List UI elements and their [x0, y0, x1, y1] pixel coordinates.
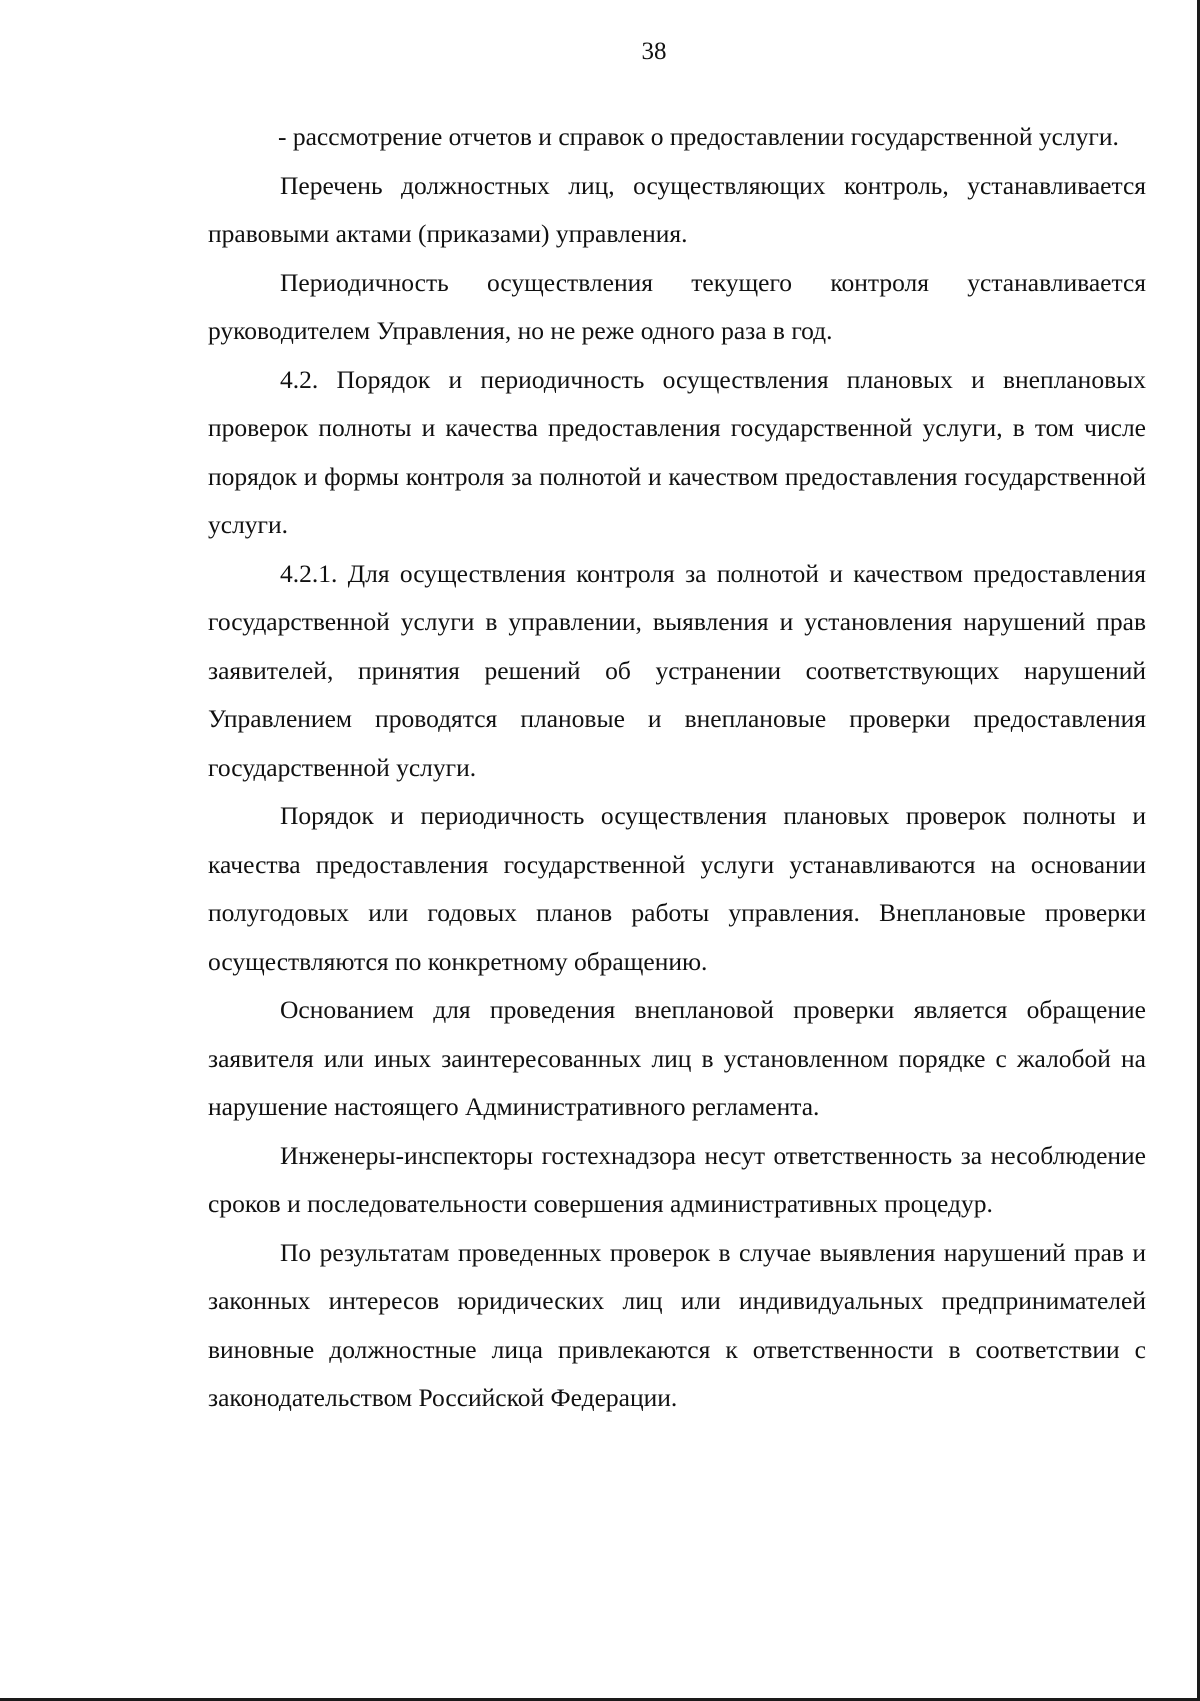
paragraph-officials-list: Перечень должностных лиц, осуществляющих контроль, устанавливается правовыми актами (приказами) управления.	[208, 170, 1146, 248]
paragraph-unplanned-inspection-grounds: Основанием для проведения внеплановой проверки является обращение заявителя или иных заинтересованных лиц в установленном порядке с жалобой на нарушение настоящего Административного регламента.	[208, 995, 1146, 1121]
section-4-2-1: 4.2.1. Для осуществления контроля за полнотой и качеством предоставления государственной услуги в управлении, выявления и установления нарушений прав заявителей, принятия решений об устранении соответствующих нарушений Управлением проводятся плановые и внеплановые проверки предоставления государственной услуги.	[208, 558, 1146, 782]
paragraph-inspection-results: По результатам проведенных проверок в случае выявления нарушений прав и законных интересов юридических лиц или индивидуальных предпринимателей виновные должностные лица привлекаются к ответственности в соответствии с законодательством Российской Федерации.	[208, 1237, 1146, 1412]
list-item-reports-review: - рассмотрение отчетов и справок о предоставлении государственной услуги.	[278, 122, 1119, 151]
paragraph-control-periodicity: Периодичность осуществления текущего контроля устанавливается руководителем Управления, но не реже одного раза в год.	[208, 267, 1146, 345]
paragraph-inspectors-responsibility: Инженеры-инспекторы гостехнадзора несут ответственность за несоблюдение сроков и последовательности совершения административных процедур.	[208, 1140, 1146, 1218]
page-number: 38	[641, 38, 667, 65]
paragraph-planned-inspections: Порядок и периодичность осуществления плановых проверок полноты и качества предоставления государственной услуги устанавливаются на основании полугодовых или годовых планов работы управления. Внеплановые проверки осуществляются по конкретному обращению.	[208, 801, 1146, 976]
document-body	[208, 113, 1146, 1423]
section-heading-4-2: 4.2. Порядок и периодичность осуществления плановых и внеплановых проверок полноты и качества предоставления государственной услуги, в том числе порядок и формы контроля за полнотой и качеством предоставления государственной услуги.	[208, 364, 1146, 539]
